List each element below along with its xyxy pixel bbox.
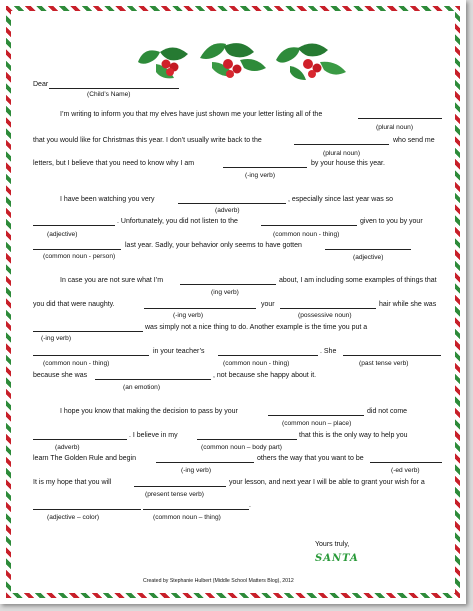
blank-noun-person[interactable] <box>33 249 121 250</box>
text-line: , not because she happy about it. <box>213 372 317 379</box>
label: (plural noun) <box>376 124 414 131</box>
label: (common noun - thing) <box>273 231 340 238</box>
text-line: It is my hope that you will <box>33 479 112 486</box>
signature: SANTA <box>315 553 359 564</box>
blank-possessive-noun[interactable] <box>280 308 376 309</box>
label: (adverb) <box>215 207 240 214</box>
label: (-ing verb) <box>173 312 204 319</box>
blank-adverb-1[interactable] <box>178 203 286 204</box>
text-line: who send me <box>393 137 435 144</box>
text-line: your <box>261 301 275 308</box>
text-line: by your house this year. <box>311 160 385 167</box>
text-line: that you would like for Christmas this year. I don’t usually write back to the <box>33 137 262 144</box>
blank-ing-verb-4[interactable] <box>33 331 143 332</box>
label: (-ing verb) <box>181 467 212 474</box>
blank-ing-verb-1[interactable] <box>223 167 307 168</box>
holly-banner <box>130 34 358 84</box>
label: (past tense verb) <box>359 360 409 367</box>
label: (-ed verb) <box>391 467 420 474</box>
text-line: that this is the only way to help you <box>299 432 408 439</box>
text-line: hair while she was <box>379 301 437 308</box>
label: (common noun - person) <box>43 253 116 260</box>
text-line: about, I am including some examples of things that <box>279 277 437 284</box>
label: (-ing verb) <box>245 172 276 179</box>
blank-ing-verb-3[interactable] <box>144 308 256 309</box>
greeting: Dear <box>33 81 49 88</box>
blank-adjective-1[interactable] <box>33 225 115 226</box>
blank-child-name[interactable] <box>49 88 179 89</box>
label-child-name: (Child’s Name) <box>87 91 131 98</box>
text-line: . I believe in my <box>129 432 178 439</box>
blank-past-tense-verb[interactable] <box>343 355 441 356</box>
blank-plural-noun-2[interactable] <box>294 144 389 145</box>
text-line: in your teacher’s <box>153 348 205 355</box>
blank-present-verb[interactable] <box>134 486 226 487</box>
text-line: I have been watching you very <box>60 196 155 203</box>
text-line: I’m writing to inform you that my elves have just shown me your letter listing all of the <box>60 111 323 118</box>
credit-line: Created by Stephanie Hulbert (Middle School Matters Blog), 2012 <box>143 578 294 584</box>
text-line: did not come <box>367 408 408 415</box>
label: (plural noun) <box>323 150 361 157</box>
text-line: others the way that you want to be <box>257 455 364 462</box>
text-line: I hope you know that making the decision to pass by your <box>60 408 238 415</box>
closing: Yours truly, <box>315 541 350 548</box>
label: (an emotion) <box>123 384 161 391</box>
holly-icon <box>138 47 188 78</box>
label: (adjective) <box>353 254 384 261</box>
text-line: because she was <box>33 372 88 379</box>
label: (common noun - thing) <box>223 360 290 367</box>
text-line: . Unfortunately, you did not listen to the <box>117 218 238 225</box>
label: (ing verb) <box>211 289 239 296</box>
blank-adverb-2[interactable] <box>33 439 127 440</box>
label: (-ing verb) <box>41 335 72 342</box>
label: (adjective – color) <box>47 514 100 521</box>
text-line: was simply not a nice thing to do. Another example is the time you put a <box>145 324 368 331</box>
label: (present tense verb) <box>145 491 205 498</box>
letter-body <box>11 11 455 593</box>
text-line: your lesson, and next year I will be able to grant your wish for a <box>229 479 425 486</box>
label: (common noun - thing) <box>43 360 110 367</box>
label: (common noun – place) <box>282 420 352 427</box>
text-line: , especially since last year was so <box>288 196 394 203</box>
text-line: last year. Sadly, your behavior only seems to have gotten <box>125 242 302 249</box>
text-line: you did that were naughty. <box>33 301 115 308</box>
blank-body-part[interactable] <box>197 439 297 440</box>
blank-adjective-color[interactable] <box>33 509 141 510</box>
blank-ed-verb[interactable] <box>370 462 442 463</box>
text-line: letters, but I believe that you need to know why I am <box>33 160 195 167</box>
holly-icon <box>276 43 346 80</box>
blank-ing-verb-5[interactable] <box>156 462 254 463</box>
blank-emotion[interactable] <box>95 379 211 380</box>
blank-noun-thing-3[interactable] <box>218 355 318 356</box>
blank-noun-thing-4[interactable] <box>143 509 249 510</box>
label: (possessive noun) <box>298 312 352 319</box>
blank-plural-noun-1[interactable] <box>358 118 442 119</box>
text-line: learn The Golden Rule and begin <box>33 455 137 462</box>
blank-noun-thing-2[interactable] <box>33 355 149 356</box>
holly-icon <box>200 43 266 78</box>
label: (common noun – body part) <box>201 444 282 451</box>
text-line: . She <box>320 348 337 355</box>
label: (adverb) <box>55 444 80 451</box>
label: (common noun – thing) <box>153 514 221 521</box>
blank-noun-thing-1[interactable] <box>261 225 357 226</box>
text-line: given to you by your <box>360 218 423 225</box>
blank-adjective-2[interactable] <box>325 249 411 250</box>
blank-noun-place[interactable] <box>268 415 364 416</box>
period: . <box>249 502 251 509</box>
blank-ing-verb-2[interactable] <box>180 284 276 285</box>
text-line: In case you are not sure what I’m <box>60 277 164 284</box>
label: (adjective) <box>47 231 78 238</box>
